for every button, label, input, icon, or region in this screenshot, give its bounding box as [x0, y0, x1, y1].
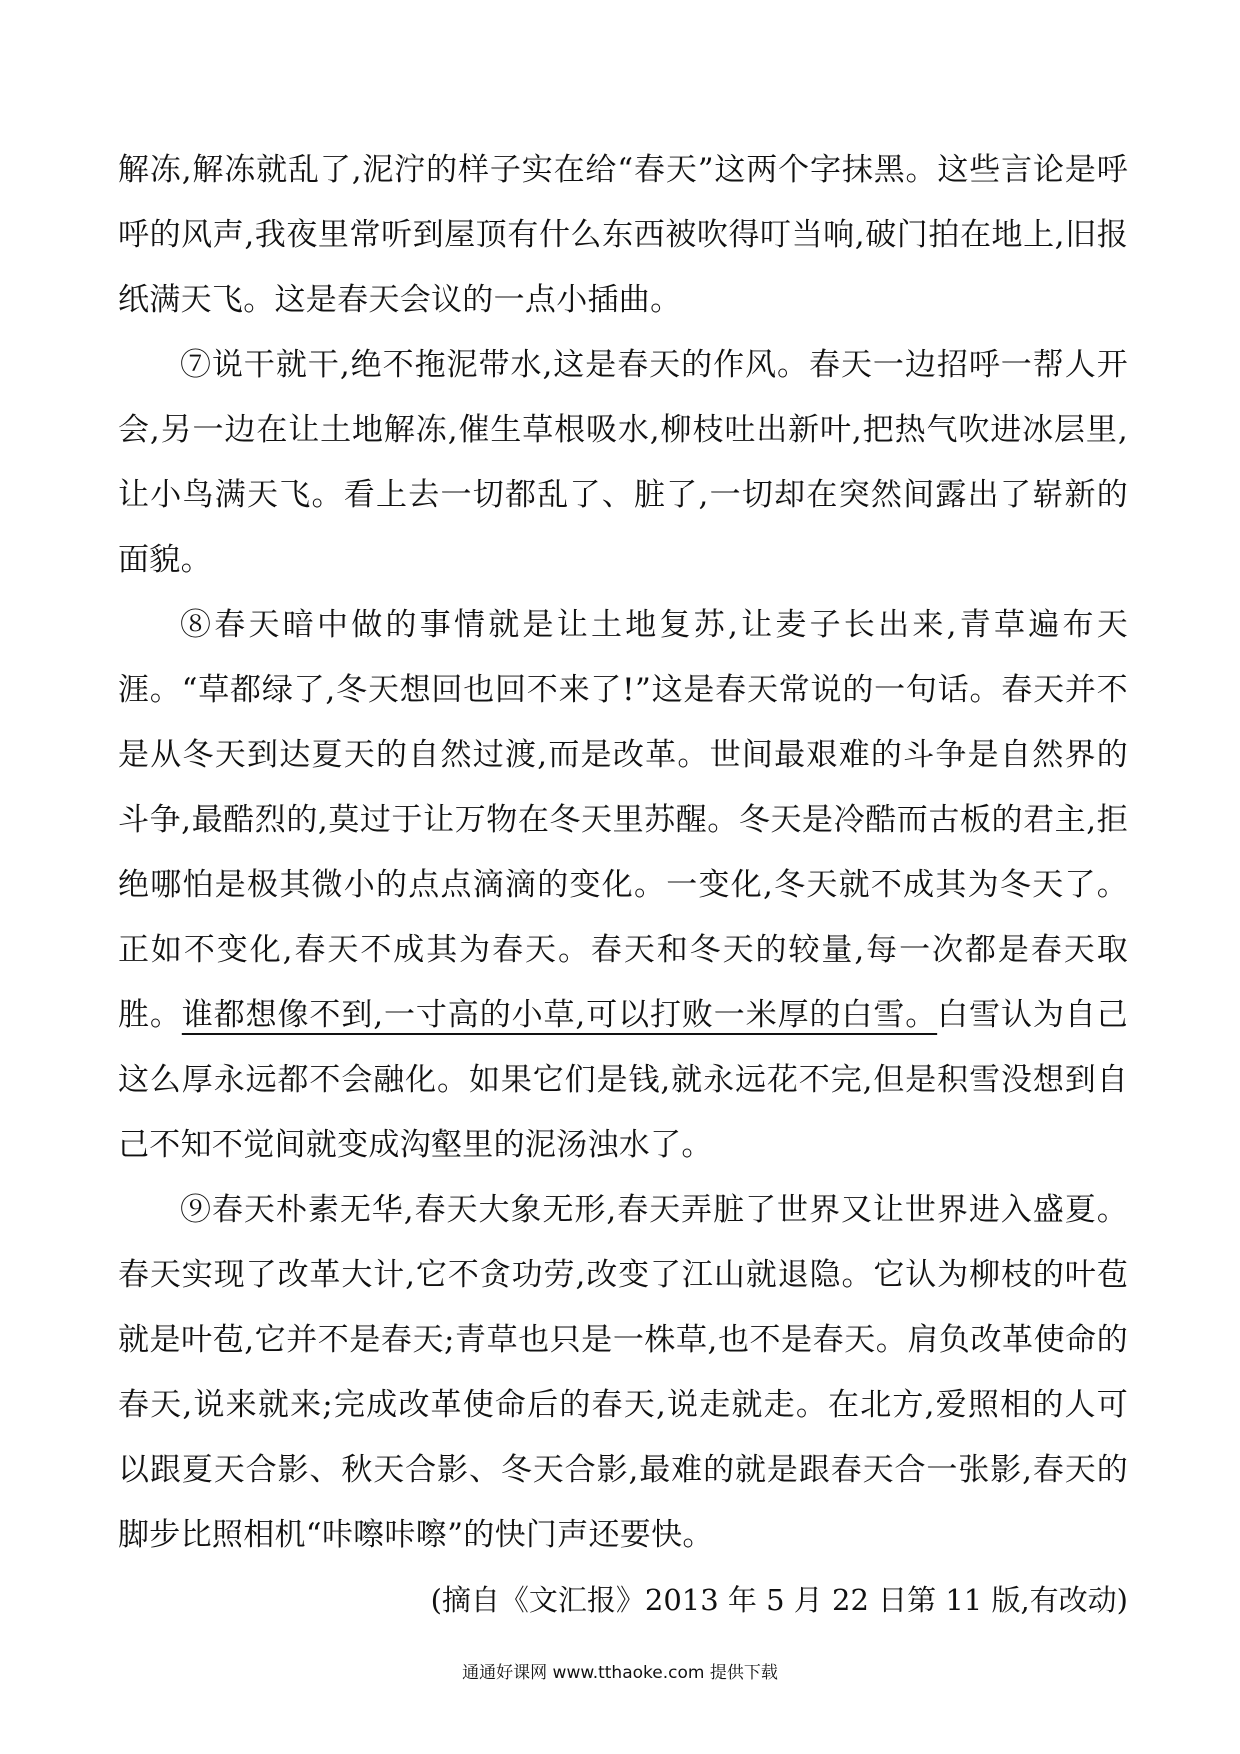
- paragraph-8-text-before: ⑧春天暗中做的事情就是让土地复苏,让麦子长出来,青草遍布天涯。“草都绿了,冬天想回也回不来了!”这是春天常说的一句话。春天并不是从冬天到达夏天的自然过渡,而是改革。世间最艰难的斗争是自然界的斗争,最酷烈的,莫过于让万物在冬天里苏醒。冬天是冷酷而古板的君主,拒绝哪怕是极其微小的点点滴滴的变化。一变化,冬天就不成其为冬天了。正如不变化,春天不成其为春天。春天和冬天的较量,每一次都是春天取胜。: [118, 607, 1128, 1033]
- paragraph-9: ⑨春天朴素无华,春天大象无形,春天弄脏了世界又让世界进入盛夏。春天实现了改革大计,它不贪功劳,改变了江山就退隐。它认为柳枝的叶苞就是叶苞,它并不是春天;青草也只是一株草,也不是春天。肩负改革使命的春天,说来就来;完成改革使命后的春天,说走就走。在北方,爱照相的人可以跟夏天合影、秋天合影、冬天合影,最难的就是跟春天合一张影,春天的脚步比照相机“咔嚓咔嚓”的快门声还要快。: [118, 1192, 1128, 1553]
- source-citation: (摘自《文汇报》2013 年 5 月 22 日第 11 版,有改动): [430, 1583, 1128, 1617]
- underlined-sentence: 谁都想像不到,一寸高的小草,可以打败一米厚的白雪。: [181, 997, 938, 1033]
- article-body: [118, 138, 1128, 1633]
- paragraph-8: [118, 593, 1128, 1178]
- paragraph-7: ⑦说干就干,绝不拖泥带水,这是春天的作风。春天一边招呼一帮人开会,另一边在让土地解冻,催生草根吸水,柳枝吐出新叶,把热气吹进冰层里,让小鸟满天飞。看上去一切都乱了、脏了,一切却在突然间露出了崭新的面貌。: [118, 347, 1128, 578]
- paragraph-continued: 解冻,解冻就乱了,泥泞的样子实在给“春天”这两个字抹黑。这些言论是呼呼的风声,我夜里常听到屋顶有什么东西被吹得叮当响,破门拍在地上,旧报纸满天飞。这是春天会议的一点小插曲。: [118, 152, 1128, 318]
- footer-download-note: 通通好课网 www.tthaoke.com 提供下载: [462, 1663, 778, 1683]
- paragraph-8-text-after: 白雪认为自己这么厚永远都不会融化。如果它们是钱,就永远花不完,但是积雪没想到自己不知不觉间就变成沟壑里的泥汤浊水了。: [118, 997, 1128, 1163]
